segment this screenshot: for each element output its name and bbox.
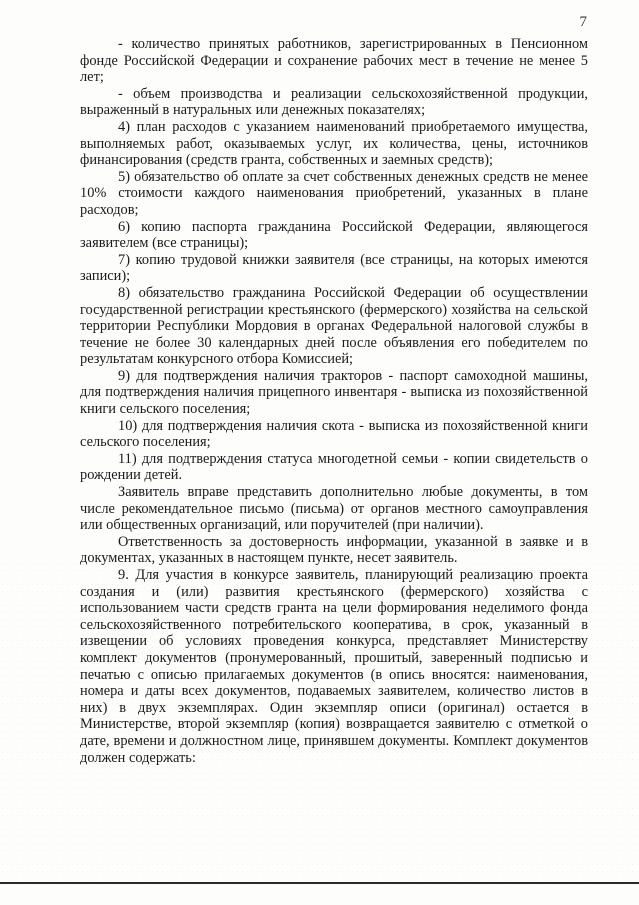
paragraph-employees: - количество принятых работников, зарегистрированных в Пенсионном фонде Российской Федерации и сохранение рабочих мест в течение не менее 5 лет; bbox=[80, 36, 588, 86]
paragraph-item-11: 11) для подтверждения статуса многодетной семьи - копии свидетельств о рождении детей. bbox=[80, 450, 588, 484]
paragraph-item-7: 7) копию трудовой книжки заявителя (все страницы, на которых имеются записи); bbox=[80, 251, 588, 285]
paragraph-item-10: 10) для подтверждения наличия скота - выписка из похозяйственной книги сельского поселения; bbox=[80, 417, 588, 451]
document-body bbox=[80, 36, 588, 766]
paragraph-item-4: 4) план расходов с указанием наименований приобретаемого имущества, выполняемых работ, оказываемых услуг, их количества, цены, источников финансирования (средств гранта, собственных и заемных средств); bbox=[80, 118, 588, 169]
paragraph-production-volume: - объем производства и реализации сельскохозяйственной продукции, выраженный в натуральных или денежных показателях; bbox=[80, 85, 588, 119]
paragraph-section-9: 9. Для участия в конкурсе заявитель, планирующий реализацию проекта создания и (или) развития крестьянского (фермерского) хозяйства с использованием части средств гранта на цели формирования неделимого фонда сельскохозяйственного потребительского кооператива, в срок, указанный в извещении об условиях проведения конкурса, представляет Министерству комплект документов (пронумерованный, прошитый, заверенный подписью и печатью с описью прилагаемых документов (в опись вносятся: наименования, номера и даты всех документов, подаваемых заявителем, количество листов в них) в двух экземплярах. Один экземпляр описи (оригинал) остается в Министерстве, второй экземпляр (копия) возвращается заявителю с отметкой о дате, времени и должностном лице, принявшем документы. Комплект документов должен содержать: bbox=[80, 567, 588, 766]
bottom-border-line bbox=[0, 882, 639, 884]
paragraph-item-6: 6) копию паспорта гражданина Российской Федерации, являющегося заявителем (все страницы); bbox=[80, 218, 588, 252]
paragraph-responsibility: Ответственность за достоверность информации, указанной в заявке и в документах, указанных в настоящем пункте, несет заявитель. bbox=[80, 533, 588, 567]
paragraph-item-9: 9) для подтверждения наличия тракторов - паспорт самоходной машины, для подтверждения наличия прицепного инвентаря - выписка из похозяйственной книги сельского поселения; bbox=[80, 367, 588, 418]
page-number: 7 bbox=[579, 14, 587, 30]
paragraph-additional-documents: Заявитель вправе представить дополнительно любые документы, в том числе рекомендательное письмо (письма) от органов местного самоуправления или общественных организаций, или поручителей (при наличии). bbox=[80, 484, 588, 534]
paragraph-item-5: 5) обязательство об оплате за счет собственных денежных средств не менее 10% стоимости каждого наименования приобретений, указанных в плане расходов; bbox=[80, 168, 588, 218]
paragraph-item-8: 8) обязательство гражданина Российской Федерации об осуществлении государственной регистрации крестьянского (фермерского) хозяйства на сельской территории Республики Мордовия в органах Федеральной налоговой службы в течение не более 30 календарных дней после объявления его победителем по результатам конкурсного отбора Комиссией; bbox=[80, 284, 588, 368]
